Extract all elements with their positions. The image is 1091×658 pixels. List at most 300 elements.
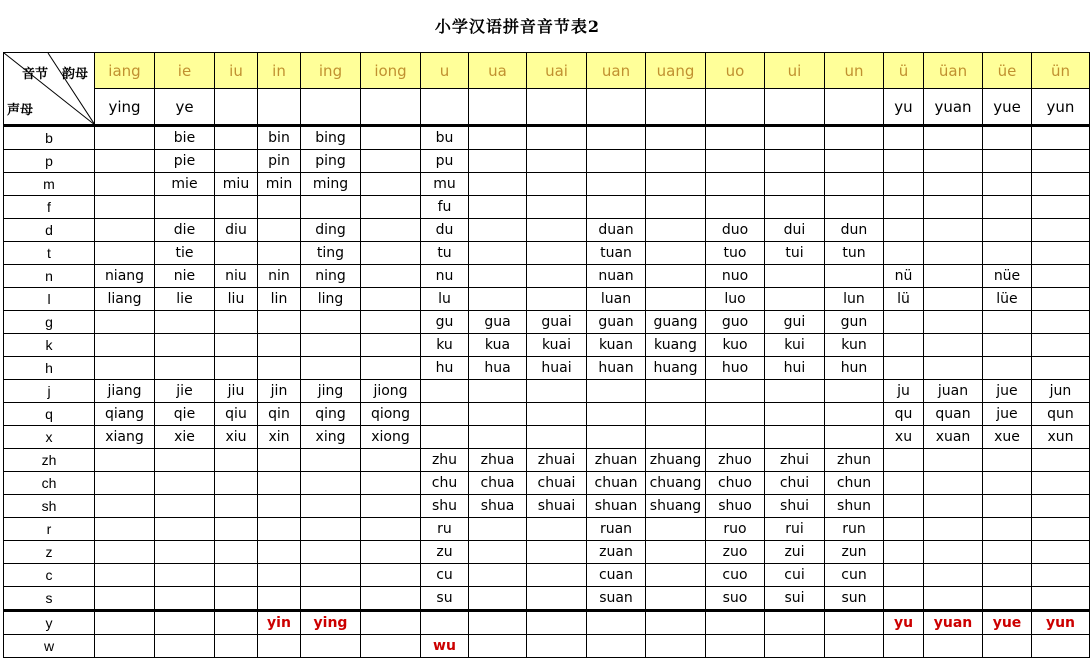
syllable-cell: lun bbox=[825, 288, 884, 311]
corner-label-syllable: 音节 bbox=[22, 67, 49, 82]
syllable-cell: die bbox=[155, 219, 215, 242]
table-row-d bbox=[4, 219, 1090, 242]
syllable-cell: chua bbox=[469, 472, 527, 495]
syllable-cell bbox=[215, 357, 258, 380]
syllable-cell: nuo bbox=[706, 265, 765, 288]
syllable-cell: min bbox=[258, 173, 301, 196]
table-row-g bbox=[4, 311, 1090, 334]
syllable-cell: qie bbox=[155, 403, 215, 426]
syllable-cell: shuang bbox=[646, 495, 706, 518]
syllable-cell: zhua bbox=[469, 449, 527, 472]
final-header-11: uo bbox=[706, 53, 765, 89]
syllable-cell: fu bbox=[421, 196, 469, 219]
syllable-cell: jin bbox=[258, 380, 301, 403]
syllable-cell: cun bbox=[825, 564, 884, 587]
syllable-cell: yu bbox=[884, 89, 924, 126]
syllable-cell bbox=[421, 403, 469, 426]
syllable-cell: shui bbox=[765, 495, 825, 518]
syllable-cell bbox=[884, 587, 924, 611]
syllable-cell bbox=[361, 126, 421, 150]
syllable-cell bbox=[361, 150, 421, 173]
syllable-cell bbox=[361, 242, 421, 265]
syllable-cell bbox=[983, 219, 1032, 242]
syllable-cell: kua bbox=[469, 334, 527, 357]
syllable-cell: chun bbox=[825, 472, 884, 495]
syllable-cell bbox=[361, 311, 421, 334]
syllable-cell bbox=[527, 635, 587, 658]
syllable-cell bbox=[1032, 541, 1090, 564]
syllable-cell bbox=[215, 611, 258, 635]
syllable-cell bbox=[1032, 449, 1090, 472]
syllable-cell bbox=[215, 495, 258, 518]
table-row-sh bbox=[4, 495, 1090, 518]
syllable-cell bbox=[825, 126, 884, 150]
syllable-cell: guan bbox=[587, 311, 646, 334]
syllable-cell bbox=[527, 126, 587, 150]
syllable-cell bbox=[215, 587, 258, 611]
syllable-cell: kuang bbox=[646, 334, 706, 357]
syllable-cell bbox=[469, 126, 527, 150]
syllable-cell bbox=[469, 89, 527, 126]
syllable-cell bbox=[469, 611, 527, 635]
final-header-0: iang bbox=[95, 53, 155, 89]
syllable-cell bbox=[765, 380, 825, 403]
syllable-cell: qiang bbox=[95, 403, 155, 426]
syllable-cell bbox=[825, 426, 884, 449]
syllable-cell: huang bbox=[646, 357, 706, 380]
final-header-10: uang bbox=[646, 53, 706, 89]
syllable-cell bbox=[884, 334, 924, 357]
syllable-cell: chui bbox=[765, 472, 825, 495]
syllable-cell bbox=[765, 89, 825, 126]
syllable-cell: shun bbox=[825, 495, 884, 518]
final-header-7: ua bbox=[469, 53, 527, 89]
syllable-cell: mie bbox=[155, 173, 215, 196]
syllable-cell bbox=[587, 403, 646, 426]
syllable-cell bbox=[983, 541, 1032, 564]
syllable-cell bbox=[95, 611, 155, 635]
syllable-cell bbox=[258, 334, 301, 357]
syllable-cell bbox=[95, 242, 155, 265]
syllable-cell bbox=[95, 449, 155, 472]
syllable-cell: zun bbox=[825, 541, 884, 564]
syllable-cell bbox=[587, 126, 646, 150]
syllable-cell bbox=[924, 472, 983, 495]
syllable-cell bbox=[924, 449, 983, 472]
syllable-cell bbox=[215, 541, 258, 564]
syllable-cell bbox=[1032, 311, 1090, 334]
syllable-cell: wu bbox=[421, 635, 469, 658]
syllable-cell bbox=[301, 89, 361, 126]
syllable-cell bbox=[924, 334, 983, 357]
syllable-cell bbox=[301, 518, 361, 541]
syllable-cell: kun bbox=[825, 334, 884, 357]
table-row-ch bbox=[4, 472, 1090, 495]
syllable-cell: xun bbox=[1032, 426, 1090, 449]
syllable-cell bbox=[155, 587, 215, 611]
syllable-cell bbox=[258, 219, 301, 242]
syllable-cell bbox=[155, 311, 215, 334]
syllable-cell: dui bbox=[765, 219, 825, 242]
syllable-cell: cui bbox=[765, 564, 825, 587]
initial-label: x bbox=[4, 426, 95, 449]
syllable-cell bbox=[1032, 126, 1090, 150]
syllable-cell: zuan bbox=[587, 541, 646, 564]
syllable-cell bbox=[469, 426, 527, 449]
syllable-cell: gua bbox=[469, 311, 527, 334]
syllable-cell bbox=[361, 495, 421, 518]
syllable-cell bbox=[924, 126, 983, 150]
syllable-cell bbox=[884, 564, 924, 587]
syllable-cell bbox=[361, 89, 421, 126]
syllable-cell: luan bbox=[587, 288, 646, 311]
syllable-cell bbox=[706, 196, 765, 219]
syllable-cell bbox=[361, 449, 421, 472]
syllable-cell: gui bbox=[765, 311, 825, 334]
syllable-cell bbox=[1032, 495, 1090, 518]
syllable-cell bbox=[258, 541, 301, 564]
syllable-cell: suo bbox=[706, 587, 765, 611]
syllable-cell: tuo bbox=[706, 242, 765, 265]
final-header-17: ün bbox=[1032, 53, 1090, 89]
syllable-cell bbox=[1032, 472, 1090, 495]
syllable-cell bbox=[1032, 564, 1090, 587]
syllable-cell: huo bbox=[706, 357, 765, 380]
syllable-cell bbox=[215, 334, 258, 357]
syllable-cell bbox=[765, 196, 825, 219]
final-header-2: iu bbox=[215, 53, 258, 89]
syllable-cell bbox=[155, 541, 215, 564]
syllable-cell bbox=[924, 635, 983, 658]
syllable-cell: bie bbox=[155, 126, 215, 150]
syllable-cell bbox=[706, 426, 765, 449]
initial-label: j bbox=[4, 380, 95, 403]
syllable-cell bbox=[983, 449, 1032, 472]
syllable-cell bbox=[924, 587, 983, 611]
table-corner-cell bbox=[4, 53, 95, 126]
syllable-cell: shua bbox=[469, 495, 527, 518]
syllable-cell bbox=[215, 89, 258, 126]
syllable-cell bbox=[646, 611, 706, 635]
initial-label: f bbox=[4, 196, 95, 219]
syllable-cell bbox=[884, 518, 924, 541]
syllable-cell: ju bbox=[884, 380, 924, 403]
syllable-cell bbox=[258, 196, 301, 219]
syllable-cell bbox=[646, 89, 706, 126]
syllable-cell bbox=[646, 403, 706, 426]
initial-label: w bbox=[4, 635, 95, 658]
syllable-cell: niang bbox=[95, 265, 155, 288]
final-header-3: in bbox=[258, 53, 301, 89]
syllable-cell bbox=[587, 426, 646, 449]
syllable-cell bbox=[95, 357, 155, 380]
syllable-cell bbox=[765, 426, 825, 449]
syllable-cell: zhuo bbox=[706, 449, 765, 472]
syllable-cell bbox=[983, 518, 1032, 541]
syllable-cell: run bbox=[825, 518, 884, 541]
syllable-cell bbox=[361, 541, 421, 564]
syllable-cell bbox=[155, 611, 215, 635]
syllable-cell bbox=[215, 472, 258, 495]
syllable-cell bbox=[1032, 334, 1090, 357]
syllable-cell bbox=[155, 472, 215, 495]
syllable-cell: tun bbox=[825, 242, 884, 265]
syllable-cell bbox=[587, 89, 646, 126]
syllable-cell: qiong bbox=[361, 403, 421, 426]
syllable-cell: zhuang bbox=[646, 449, 706, 472]
syllable-cell bbox=[646, 380, 706, 403]
syllable-cell bbox=[527, 150, 587, 173]
syllable-cell bbox=[706, 126, 765, 150]
syllable-cell bbox=[361, 472, 421, 495]
syllable-cell bbox=[587, 173, 646, 196]
syllable-cell: duo bbox=[706, 219, 765, 242]
syllable-cell bbox=[983, 242, 1032, 265]
initial-label: k bbox=[4, 334, 95, 357]
syllable-cell bbox=[95, 126, 155, 150]
syllable-cell bbox=[301, 449, 361, 472]
syllable-cell: zhu bbox=[421, 449, 469, 472]
syllable-cell bbox=[765, 173, 825, 196]
syllable-cell bbox=[155, 196, 215, 219]
initial-label: t bbox=[4, 242, 95, 265]
syllable-cell: luo bbox=[706, 288, 765, 311]
table-row-y bbox=[4, 611, 1090, 635]
syllable-cell bbox=[983, 587, 1032, 611]
syllable-cell bbox=[361, 334, 421, 357]
syllable-cell: nie bbox=[155, 265, 215, 288]
syllable-cell: miu bbox=[215, 173, 258, 196]
syllable-cell: qu bbox=[884, 403, 924, 426]
syllable-cell: zhuan bbox=[587, 449, 646, 472]
syllable-cell: xiu bbox=[215, 426, 258, 449]
initial-label: y bbox=[4, 611, 95, 635]
syllable-cell bbox=[706, 173, 765, 196]
table-row-t bbox=[4, 242, 1090, 265]
syllable-cell bbox=[983, 126, 1032, 150]
syllable-cell bbox=[258, 587, 301, 611]
syllable-cell bbox=[527, 242, 587, 265]
syllable-cell: jiu bbox=[215, 380, 258, 403]
syllable-cell: kuo bbox=[706, 334, 765, 357]
syllable-cell: su bbox=[421, 587, 469, 611]
syllable-cell: nin bbox=[258, 265, 301, 288]
syllable-cell bbox=[301, 635, 361, 658]
initial-label: sh bbox=[4, 495, 95, 518]
syllable-cell bbox=[587, 635, 646, 658]
syllable-cell bbox=[884, 635, 924, 658]
final-header-12: ui bbox=[765, 53, 825, 89]
syllable-cell bbox=[95, 196, 155, 219]
syllable-cell: rui bbox=[765, 518, 825, 541]
syllable-cell bbox=[825, 380, 884, 403]
syllable-cell: sui bbox=[765, 587, 825, 611]
syllable-cell bbox=[527, 173, 587, 196]
syllable-cell: niu bbox=[215, 265, 258, 288]
syllable-cell bbox=[765, 635, 825, 658]
syllable-cell bbox=[825, 150, 884, 173]
table-row-f bbox=[4, 196, 1090, 219]
final-header-8: uai bbox=[527, 53, 587, 89]
initial-label: p bbox=[4, 150, 95, 173]
syllable-cell bbox=[527, 611, 587, 635]
syllable-cell: ming bbox=[301, 173, 361, 196]
syllable-cell bbox=[95, 587, 155, 611]
syllable-cell: kuan bbox=[587, 334, 646, 357]
syllable-cell: bing bbox=[301, 126, 361, 150]
syllable-cell bbox=[884, 472, 924, 495]
initial-label: s bbox=[4, 587, 95, 611]
syllable-cell bbox=[421, 426, 469, 449]
syllable-cell bbox=[361, 611, 421, 635]
syllable-cell: ru bbox=[421, 518, 469, 541]
syllable-cell bbox=[646, 126, 706, 150]
syllable-cell bbox=[825, 265, 884, 288]
initial-label: c bbox=[4, 564, 95, 587]
syllable-cell bbox=[301, 564, 361, 587]
syllable-cell bbox=[1032, 173, 1090, 196]
syllable-cell bbox=[421, 89, 469, 126]
syllable-cell: zhun bbox=[825, 449, 884, 472]
syllable-cell bbox=[646, 173, 706, 196]
syllable-cell bbox=[884, 242, 924, 265]
syllable-cell bbox=[361, 587, 421, 611]
syllable-cell: chuan bbox=[587, 472, 646, 495]
syllable-cell bbox=[924, 518, 983, 541]
table-row-h bbox=[4, 357, 1090, 380]
syllable-cell bbox=[646, 564, 706, 587]
syllable-cell: yun bbox=[1032, 89, 1090, 126]
syllable-cell bbox=[983, 357, 1032, 380]
initial-label: q bbox=[4, 403, 95, 426]
syllable-cell: ye bbox=[155, 89, 215, 126]
syllable-cell: nü bbox=[884, 265, 924, 288]
syllable-cell: hui bbox=[765, 357, 825, 380]
syllable-cell bbox=[765, 403, 825, 426]
syllable-cell: tie bbox=[155, 242, 215, 265]
syllable-cell bbox=[646, 518, 706, 541]
syllable-table bbox=[3, 52, 1090, 658]
syllable-cell bbox=[646, 587, 706, 611]
initial-label: m bbox=[4, 173, 95, 196]
syllable-cell bbox=[1032, 518, 1090, 541]
syllable-cell bbox=[95, 311, 155, 334]
syllable-cell: pin bbox=[258, 150, 301, 173]
final-header-1: ie bbox=[155, 53, 215, 89]
syllable-cell bbox=[469, 242, 527, 265]
syllable-cell bbox=[155, 564, 215, 587]
syllable-cell bbox=[765, 288, 825, 311]
syllable-cell: gun bbox=[825, 311, 884, 334]
syllable-cell bbox=[215, 635, 258, 658]
syllable-cell bbox=[155, 518, 215, 541]
syllable-cell bbox=[646, 150, 706, 173]
syllable-cell: jun bbox=[1032, 380, 1090, 403]
syllable-cell: qin bbox=[258, 403, 301, 426]
syllable-cell bbox=[825, 611, 884, 635]
syllable-cell bbox=[1032, 587, 1090, 611]
table-row-p bbox=[4, 150, 1090, 173]
table-row-m bbox=[4, 173, 1090, 196]
syllable-cell bbox=[527, 564, 587, 587]
syllable-cell bbox=[765, 150, 825, 173]
syllable-cell: ruo bbox=[706, 518, 765, 541]
syllable-cell bbox=[527, 288, 587, 311]
syllable-cell bbox=[1032, 357, 1090, 380]
syllable-cell: chuo bbox=[706, 472, 765, 495]
syllable-cell bbox=[983, 564, 1032, 587]
syllable-cell bbox=[646, 265, 706, 288]
syllable-cell bbox=[155, 357, 215, 380]
syllable-cell: sun bbox=[825, 587, 884, 611]
syllable-cell bbox=[983, 334, 1032, 357]
syllable-cell bbox=[301, 495, 361, 518]
initial-label: z bbox=[4, 541, 95, 564]
syllable-cell: nuan bbox=[587, 265, 646, 288]
final-header-9: uan bbox=[587, 53, 646, 89]
syllable-cell bbox=[95, 219, 155, 242]
syllable-cell bbox=[924, 150, 983, 173]
syllable-cell: kuai bbox=[527, 334, 587, 357]
syllable-cell bbox=[706, 150, 765, 173]
syllable-cell: du bbox=[421, 219, 469, 242]
syllable-cell: xie bbox=[155, 426, 215, 449]
syllable-cell: ying bbox=[301, 611, 361, 635]
initial-label: ch bbox=[4, 472, 95, 495]
syllable-cell bbox=[884, 219, 924, 242]
syllable-cell: shu bbox=[421, 495, 469, 518]
syllable-cell: qiu bbox=[215, 403, 258, 426]
syllable-cell bbox=[469, 219, 527, 242]
syllable-cell: yue bbox=[983, 89, 1032, 126]
syllable-cell bbox=[469, 518, 527, 541]
syllable-cell: duan bbox=[587, 219, 646, 242]
syllable-cell bbox=[215, 196, 258, 219]
syllable-cell bbox=[527, 518, 587, 541]
syllable-cell: huan bbox=[587, 357, 646, 380]
syllable-cell: chu bbox=[421, 472, 469, 495]
table-row-zh bbox=[4, 449, 1090, 472]
syllable-cell bbox=[301, 541, 361, 564]
syllable-cell: diu bbox=[215, 219, 258, 242]
syllable-cell bbox=[155, 334, 215, 357]
syllable-cell bbox=[215, 564, 258, 587]
syllable-cell bbox=[95, 150, 155, 173]
syllable-cell: lie bbox=[155, 288, 215, 311]
initial-label: h bbox=[4, 357, 95, 380]
syllable-cell: pie bbox=[155, 150, 215, 173]
syllable-cell bbox=[1032, 242, 1090, 265]
syllable-cell bbox=[215, 449, 258, 472]
syllable-cell: lin bbox=[258, 288, 301, 311]
table-row-n bbox=[4, 265, 1090, 288]
syllable-cell: cu bbox=[421, 564, 469, 587]
syllable-cell bbox=[983, 635, 1032, 658]
syllable-cell bbox=[884, 196, 924, 219]
syllable-cell bbox=[258, 449, 301, 472]
syllable-cell bbox=[361, 635, 421, 658]
syllable-cell bbox=[301, 587, 361, 611]
syllable-cell bbox=[1032, 150, 1090, 173]
syllable-cell bbox=[765, 126, 825, 150]
syllable-cell: jue bbox=[983, 403, 1032, 426]
syllable-cell: zhuai bbox=[527, 449, 587, 472]
syllable-cell bbox=[421, 611, 469, 635]
final-header-4: ing bbox=[301, 53, 361, 89]
syllable-cell bbox=[469, 150, 527, 173]
syllable-cell bbox=[215, 311, 258, 334]
syllable-cell bbox=[983, 311, 1032, 334]
